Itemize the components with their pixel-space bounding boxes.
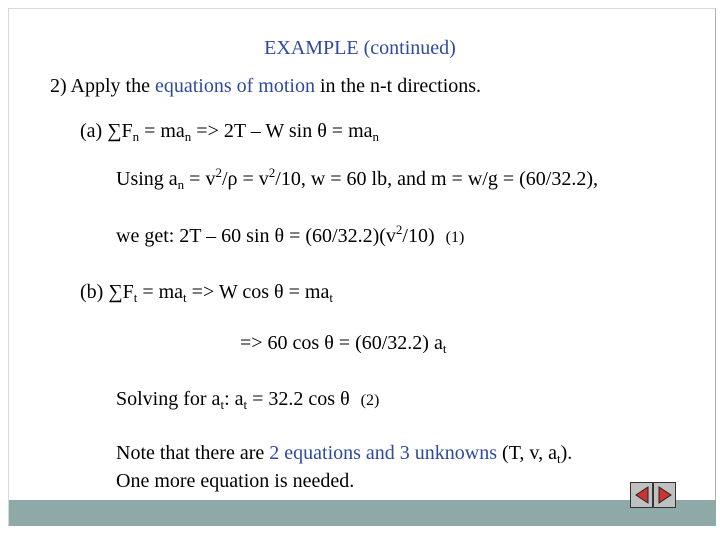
using-sub1: n (177, 177, 185, 192)
slide-navigation (630, 482, 676, 508)
using-values-line (116, 167, 598, 191)
eq-a-tail: => 2T – W sin θ = ma (191, 120, 373, 142)
get-lead: we get: 2T – 60 sin θ = (60/32.2)(v (116, 225, 396, 247)
equation-b-tangential (80, 280, 333, 304)
step-prefix: 2) Apply the (50, 75, 155, 97)
eq-b-mid: = ma (137, 281, 184, 303)
get-sup: 2 (395, 222, 403, 237)
equation-1-line (116, 224, 464, 250)
solve-lead: Solving for a (116, 388, 221, 410)
eq-a-sub2: n (184, 129, 192, 144)
equation-a-normal (80, 119, 379, 143)
triangle-left-icon (634, 486, 650, 504)
step-instruction (50, 74, 481, 98)
eq-a-mid: = ma (139, 120, 185, 142)
eq-b-sub3: t (329, 290, 333, 305)
eq-b-tail: => W cos θ = ma (186, 281, 330, 303)
eq-a-lead: (a) ∑F (80, 120, 133, 142)
solve-mid: : a (224, 388, 244, 410)
next-slide-button[interactable] (653, 482, 676, 508)
using-mid2: /ρ = v (221, 168, 269, 190)
note-suffix: ). (560, 442, 573, 464)
triangle-right-icon (657, 486, 673, 504)
equation-b-substituted (240, 331, 446, 355)
note-sub: t (557, 451, 561, 466)
note-prefix: Note that there are (116, 442, 270, 464)
line2-lead: => 60 cos θ = (60/32.2) a (240, 332, 443, 354)
title-rest: (continued) (358, 37, 456, 59)
previous-slide-button[interactable] (630, 482, 653, 508)
bottom-bar (9, 500, 716, 526)
using-sup1: 2 (215, 165, 222, 180)
line2-sub: t (442, 341, 447, 356)
using-tail: /10, w = 60 lb, and m = w/g = (60/32.2), (275, 168, 598, 190)
eq-b-lead: (b) ∑F (80, 281, 134, 303)
using-lead: Using a (116, 168, 178, 190)
equation-label-2: (2) (360, 392, 380, 409)
solve-tail: = 32.2 cos θ (247, 388, 350, 410)
slide-title (0, 36, 720, 60)
solve-sub2: t (243, 397, 248, 412)
note-line-1 (116, 441, 572, 465)
note-line-2: One more equation is needed. (116, 470, 355, 492)
using-sup2: 2 (268, 165, 276, 180)
step-suffix: in the n-t directions. (314, 75, 482, 97)
eq-a-sub3: n (372, 129, 379, 144)
step-highlight: equations of motion (155, 75, 315, 97)
solve-sub1: t (220, 397, 225, 412)
get-tail: /10) (402, 225, 435, 247)
eq-b-sub1: t (133, 290, 138, 305)
eq-a-sub1: n (132, 129, 140, 144)
note-highlight: 2 equations and 3 unknowns (269, 442, 498, 464)
using-mid1: = v (184, 168, 216, 190)
equation-label-1: (1) (445, 229, 465, 246)
eq-b-sub2: t (183, 290, 187, 305)
title-word: EXAMPLE (264, 37, 359, 59)
solving-line (116, 387, 379, 413)
note-mid: (T, v, a (497, 442, 558, 464)
